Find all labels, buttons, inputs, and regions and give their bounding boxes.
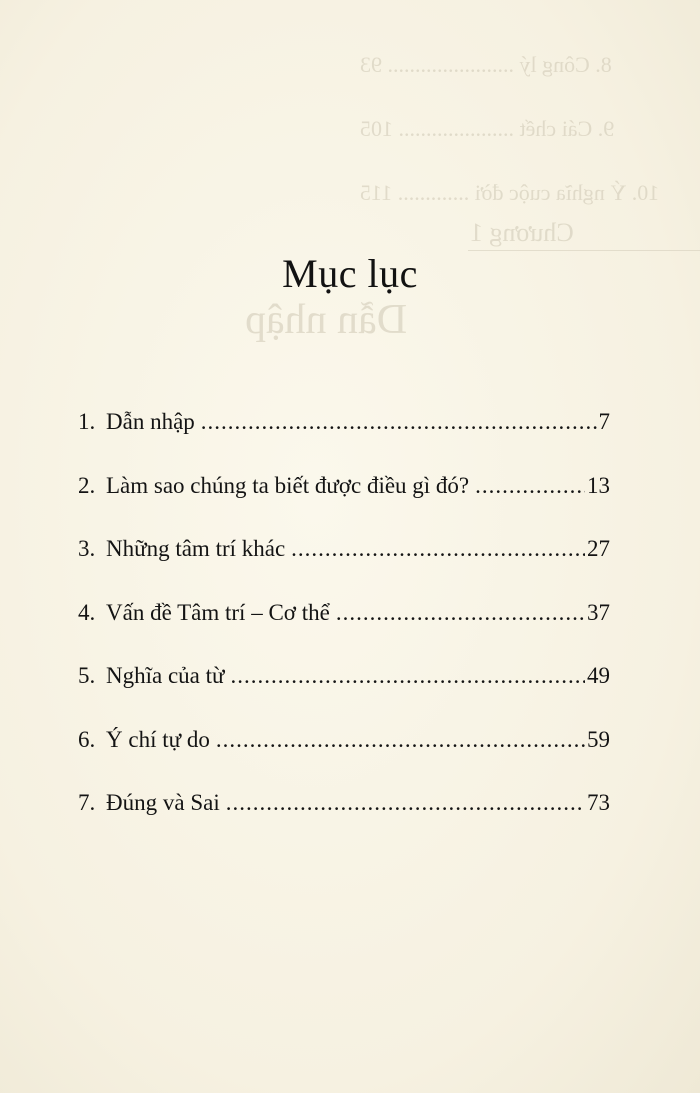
toc-page-number: 59	[587, 726, 610, 752]
toc-number: 2.	[78, 472, 96, 498]
toc-dot-leader	[291, 537, 585, 560]
toc-entry[interactable]	[78, 474, 610, 538]
page-title: Mục lục	[282, 251, 418, 296]
toc-title: Dẫn nhập	[106, 409, 195, 434]
toc-entry[interactable]	[78, 537, 610, 601]
toc-title: Nghĩa của từ	[106, 663, 225, 688]
toc-entry[interactable]	[78, 728, 610, 792]
toc-dot-leader	[475, 474, 585, 497]
toc-page-number: 27	[587, 536, 610, 561]
toc-entry[interactable]	[78, 664, 610, 728]
toc-title: Ý chí tự do	[106, 726, 210, 752]
toc-dot-leader	[216, 728, 585, 751]
toc-entry[interactable]	[78, 791, 610, 855]
toc-dot-leader	[226, 791, 585, 814]
toc-page-number: 49	[587, 663, 610, 688]
toc-title: Vấn đề Tâm trí – Cơ thể	[106, 599, 330, 625]
bleed-heading: Dẫn nhập	[245, 297, 408, 343]
bleed-entry: 10. Ý nghĩa cuộc đời ............. 115	[360, 180, 660, 205]
toc-dot-leader	[336, 601, 585, 624]
toc-title: Làm sao chúng ta biết được điều gì đó?	[106, 472, 470, 498]
toc-number: 5.	[78, 663, 96, 688]
toc-dot-leader	[230, 664, 585, 687]
toc-entry[interactable]	[78, 410, 610, 474]
table-of-contents	[78, 410, 610, 855]
toc-title: Đúng và Sai	[106, 790, 220, 815]
toc-number: 6.	[78, 726, 96, 752]
bleed-chapter: Chương 1	[470, 218, 574, 247]
toc-entry[interactable]	[78, 601, 610, 665]
toc-dot-leader	[201, 410, 597, 433]
toc-page-number: 37	[587, 599, 610, 625]
toc-page-number: 7	[598, 409, 610, 434]
bleed-entry: 9. Cái chết ..................... 105	[360, 116, 615, 141]
toc-page-number: 13	[587, 472, 610, 498]
toc-title: Những tâm trí khác	[106, 536, 286, 561]
bleed-entry: 8. Công lý ....................... 93	[360, 52, 612, 77]
toc-number: 4.	[78, 599, 96, 625]
toc-page-number: 73	[587, 790, 610, 815]
toc-number: 7.	[78, 790, 96, 815]
toc-number: 1.	[78, 409, 96, 434]
toc-number: 3.	[78, 536, 96, 561]
